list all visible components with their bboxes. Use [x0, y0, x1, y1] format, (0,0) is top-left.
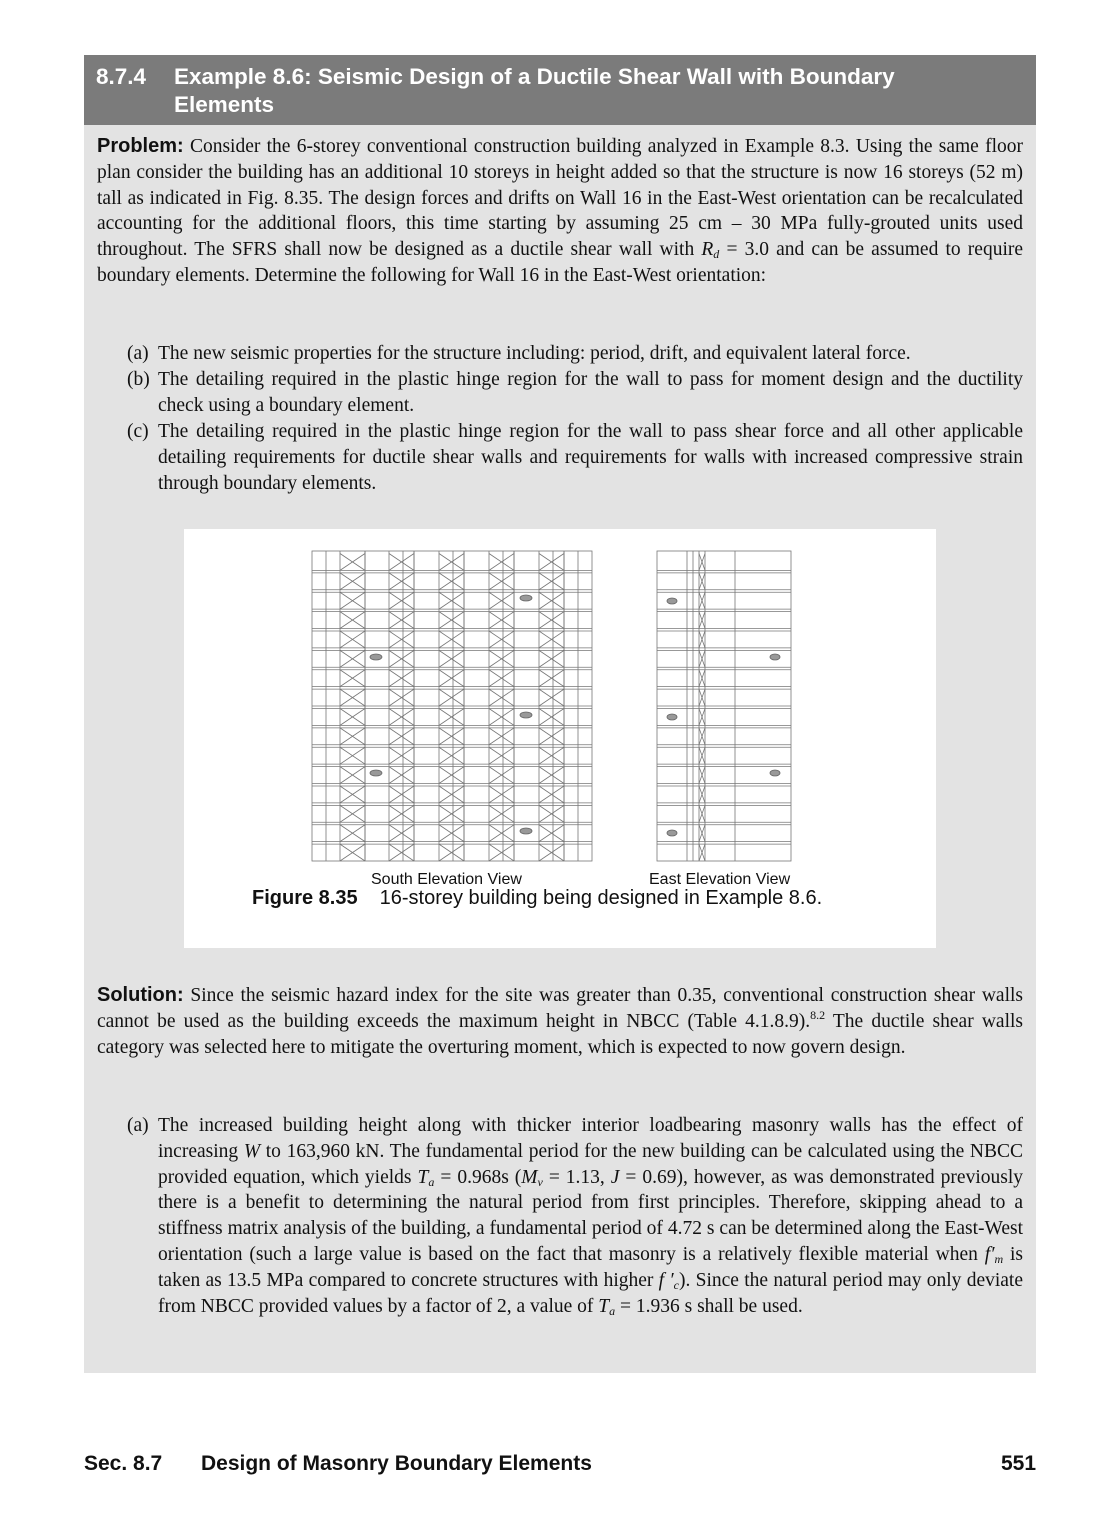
text-run: = 0.69), however, as was demonstrated previously there is a benefit to determining the natural period from first principles. Therefore, skipping ahead to a stiffness matrix analysis of the building, a fundamental period of 4.72 s can be determined along the East-West orientation (such a large value is based on the fact that masonry is a relatively flexible material when — [158, 1166, 1023, 1265]
text-run: is taken as 13.5 MPa compared to concrete structures with higher — [158, 1243, 1023, 1291]
footer-page-number: 551 — [1001, 1452, 1037, 1475]
text-run: = 1.13, — [542, 1166, 611, 1188]
item-label: (b) — [127, 369, 150, 390]
var-m-sub: v — [537, 1174, 543, 1189]
var-t2-sub: a — [609, 1303, 616, 1318]
problem-text-a: Consider the 6-storey conventional construction building analyzed in Example 8.3. Using the same floor plan consider the building has an additional 10 storeys in height added so that the structure is now 16 storeys (52 m) tall as indicated in Fig. 8.35. The design forces and drifts on Wall 16 in the East-West orientation can be recalculated accounting for the additional floors, this time starting by assuming 25 cm – 30 MPa fully-grouted units used throughout. The SFRS shall now be designed as a ductile shear wall with — [97, 136, 1023, 261]
item-text: The detailing required in the plastic hinge region for the wall to pass for moment design and the ductility check using a boundary element. — [158, 369, 1023, 416]
footer-title: Design of Masonry Boundary Elements — [201, 1452, 592, 1475]
var-fm: f′ — [984, 1243, 995, 1265]
item-text: The new seismic properties for the structure including: period, drift, and equivalent lateral force. — [158, 343, 911, 364]
solution-item-a — [127, 1113, 1023, 1319]
solution-text-b: The ductile shear walls category was selected here to mitigate the overturing moment, which is expected to now govern design. — [97, 1010, 1023, 1058]
var-r-sub: d — [713, 247, 720, 262]
item-text: The detailing required in the plastic hinge region for the wall to pass shear force and all other applicable detailing requirements for ductile shear walls and requirements for walls with increased compressive strain through boundary elements. — [158, 421, 1023, 494]
reference-superscript: 8.2 — [810, 1007, 826, 1022]
var-r: R — [701, 239, 714, 261]
text-run: to 163,960 kN. The fundamental period for the new building can be calculated using the NBCC provided equation, which yields — [158, 1140, 1023, 1188]
solution-text-a: Since the seismic hazard index for the site was greater than 0.35, conventional construction shear walls cannot be used as the building exceeds the maximum height in NBCC (Table 4.1.8.9). — [97, 985, 1023, 1032]
section-title-line-2: Elements — [174, 92, 275, 117]
section-number: 8.7.4 — [96, 64, 147, 89]
footer-section: Sec. 8.7 — [84, 1452, 163, 1475]
text-run: = 1.936 s shall be used. — [615, 1295, 803, 1317]
var-t-sub: a — [428, 1174, 435, 1189]
problem-text-b: = 3.0 and can be assumed to require boundary elements. Determine the following for Wall 16 in the East-West orientation: — [97, 239, 1024, 286]
problem-item-a — [127, 341, 1023, 367]
section-heading — [84, 55, 1036, 125]
item-label: (c) — [127, 421, 149, 442]
east-elevation-drawing — [657, 551, 807, 871]
var-w: W — [243, 1140, 261, 1162]
var-t: T — [417, 1166, 429, 1188]
solution-item-a-text — [158, 1115, 1023, 1317]
problem-paragraph — [97, 134, 1023, 289]
var-t2: T — [598, 1295, 610, 1317]
figure-caption — [252, 887, 822, 910]
text-run: The increased building height along with thicker interior loadbearing masonry walls has the effect of increasing — [158, 1115, 1023, 1162]
problem-item-b — [127, 367, 1023, 419]
var-j: J — [610, 1166, 620, 1188]
south-elevation-label: South Elevation View — [371, 871, 522, 888]
text-run: ). Since the natural period may only deviate from NBCC provided values by a factor of 2, a value of — [158, 1269, 1024, 1317]
east-elevation-label: East Elevation View — [649, 871, 791, 888]
problem-item-c — [127, 419, 1023, 496]
solution-lead: Solution: — [97, 984, 184, 1006]
var-fm-sub: m — [994, 1251, 1004, 1266]
figure-caption-label: Figure 8.35 — [252, 887, 358, 909]
item-label: (a) — [127, 1115, 149, 1136]
solution-paragraph — [97, 983, 1023, 1060]
figure-8-35 — [184, 529, 936, 948]
var-fc: f ′ — [658, 1269, 674, 1291]
item-label: (a) — [127, 343, 149, 364]
section-title-line-1: Example 8.6: Seismic Design of a Ductile Shear Wall with Boundary — [174, 64, 895, 89]
south-elevation-drawing — [312, 551, 612, 871]
var-m: M — [521, 1166, 538, 1188]
problem-lead: Problem: — [97, 135, 184, 157]
text-run: = 0.968s ( — [434, 1166, 522, 1188]
example-box — [84, 55, 1036, 1373]
figure-caption-text: 16-storey building being designed in Example 8.6. — [379, 887, 823, 909]
var-fc-sub: c — [673, 1277, 679, 1292]
